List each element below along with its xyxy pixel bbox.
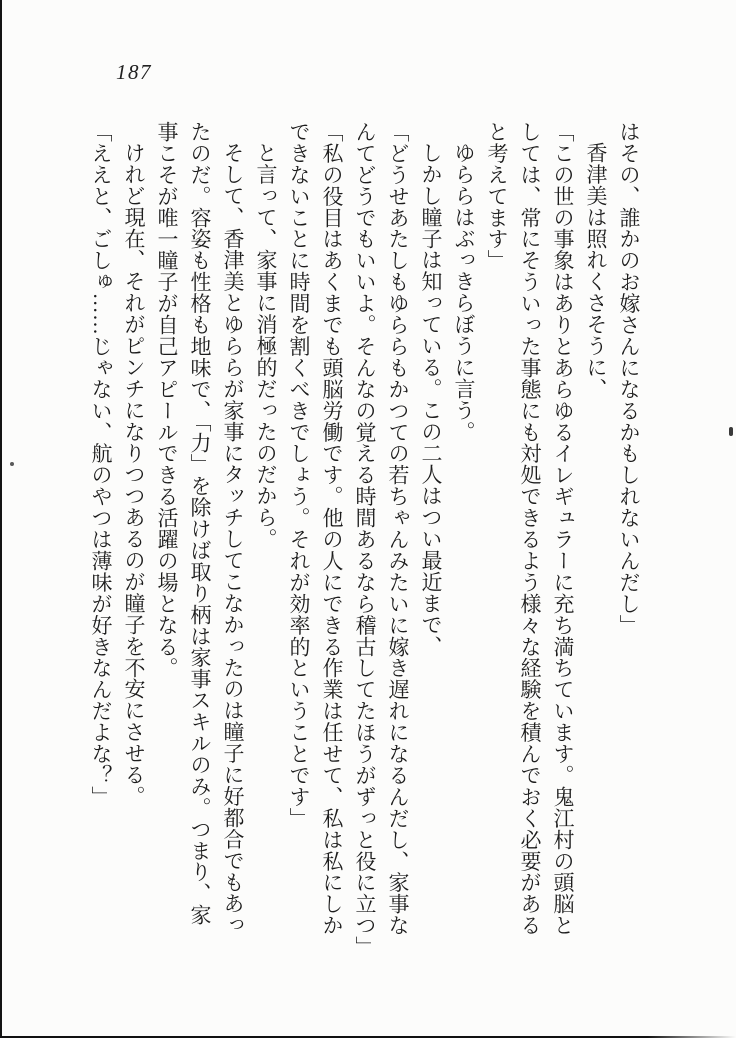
text-line: 「私の役目はあくまでも頭脳労働です。他の人にできる作業は任せて、私は私にしか xyxy=(320,121,344,937)
page-number: 187 xyxy=(116,60,152,84)
text-line: たのだ。容姿も性格も地味で、「力」を除けば取り柄は家事スキルのみ。つまり、家 xyxy=(188,121,212,926)
text-line: と言って、家事に消極的だったのだから。 xyxy=(254,142,278,550)
text-line: しかし瞳子は知っている。この二人はつい最近まで、 xyxy=(419,142,443,657)
text-line: ゆららはぶっきらぼうに言う。 xyxy=(452,142,476,443)
text-line: と考えてます」 xyxy=(485,121,509,272)
text-line: 事こそが唯一瞳子が自己アピールできる活躍の場となる。 xyxy=(155,121,179,679)
text-line: しては、常にそういった事態にも対処できるよう様々な経験を積んでおく必要がある xyxy=(518,121,542,937)
text-line: 香津美は照れくさそうに、 xyxy=(584,142,608,400)
scan-speck-right xyxy=(729,427,733,436)
text-line: 「この世の事象はありとあらゆるイレギュラーに充ち満ちています。鬼江村の頭脳と xyxy=(551,121,575,937)
text-line: そして、香津美とゆららが家事にタッチしてこなかったのは瞳子に好都合でもあっ xyxy=(221,142,245,936)
vertical-text-block xyxy=(84,121,645,958)
text-line: けれど現在、それがピンチになりつつあるのが瞳子を不安にさせる。 xyxy=(122,142,146,807)
text-line: んてどうでもいいよ。そんなの覚える時間あるなら稽古してたほうがずっと役に立つ」 xyxy=(353,121,377,958)
text-line: できないことに時間を割くべきでしょう。それが効率的ということです」 xyxy=(287,121,311,829)
text-line: はその、誰かのお嫁さんになるかもしれないんだし」 xyxy=(617,121,641,636)
scan-speck-left xyxy=(10,462,14,466)
text-line: 「ええと、ごしゅ……じゃない、航のやつは薄味が好きなんだよな？」 xyxy=(89,121,113,808)
text-line: 「どうせあたしもゆららもかつての若ちゃんみたいに嫁き遅れになるんだし、家事な xyxy=(386,121,410,937)
scan-edge-left-line xyxy=(0,0,2,1038)
